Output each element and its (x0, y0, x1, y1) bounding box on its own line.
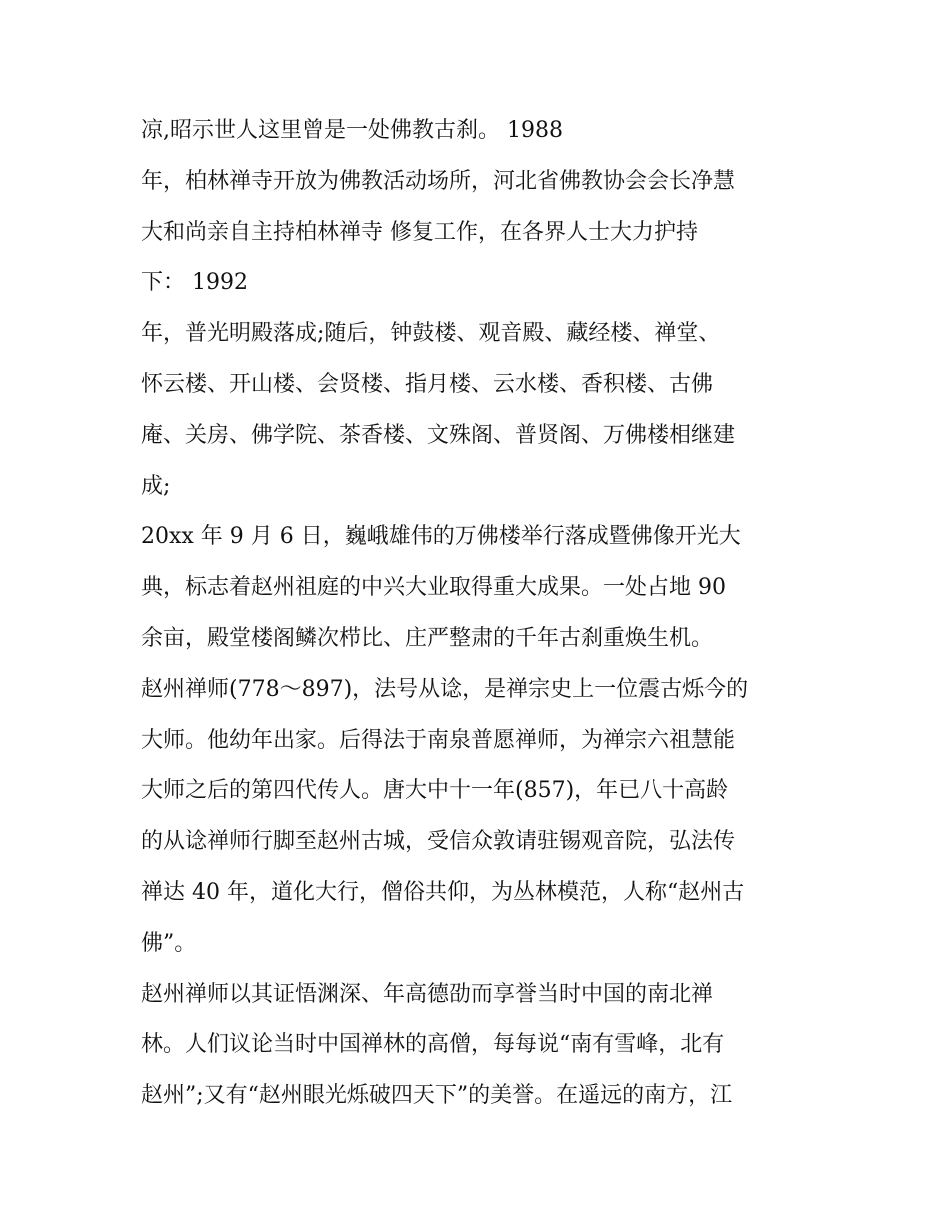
text-line: 赵州”;又有“赵州眼光烁破四天下”的美誉。在遥远的南方，江 (141, 1083, 733, 1109)
text-line: 余亩，殿堂楼阁鳞次栉比、庄严整肃的千年古刹重焕生机。 (141, 625, 714, 651)
text-line: 佛”。 (141, 930, 197, 956)
text-line: 年，普光明殿落成;随后，钟鼓楼、观音殿、藏经楼、禅堂、 (141, 321, 721, 347)
text-line: 大和尚亲自主持柏林禅寺 修复工作，在各界人士大力护持 (141, 219, 698, 245)
text-line: 年，柏林禅寺开放为佛教活动场所，河北省佛教协会会长净慧 (141, 168, 736, 194)
text-line: 禅达 40 年，道化大行，僧俗共仰，为丛林模范，人称“赵州古 (141, 879, 745, 905)
text-line: 20xx 年 9 月 6 日，巍峨雄伟的万佛楼举行落成暨佛像开光大 (141, 524, 741, 550)
text-line: 林。人们议论当时中国禅林的高僧，每每说“南有雪峰，北有 (141, 1032, 725, 1058)
body-text (141, 106, 821, 1122)
text-line: 赵州禅师(778～897)，法号从谂，是禅宗史上一位震古烁今的 (141, 676, 749, 702)
text-line: 典，标志着赵州祖庭的中兴大业取得重大成果。一处占地 90 (141, 575, 726, 601)
text-line: 庵、关房、佛学院、茶香楼、文殊阁、普贤阁、万佛楼相继建 (141, 422, 736, 448)
text-line: 大师之后的第四代传人。唐大中十一年(857)，年已八十高龄 (141, 778, 729, 804)
text-line: 成; (141, 473, 171, 499)
text-line: 下： 1992 (141, 270, 248, 296)
text-line: 怀云楼、开山楼、会贤楼、指月楼、云水楼、香积楼、古佛 (141, 371, 714, 397)
text-line: 赵州禅师以其证悟渊深、年高德劭而享誉当时中国的南北禅 (141, 981, 714, 1007)
text-line: 大师。他幼年出家。后得法于南泉普愿禅师，为禅宗六祖慧能 (141, 727, 736, 753)
text-line: 的从谂禅师行脚至赵州古城，受信众敦请驻锡观音院，弘法传 (141, 829, 736, 855)
text-line: 凉,昭示世人这里曾是一处佛教古刹。 1988 (141, 118, 563, 143)
